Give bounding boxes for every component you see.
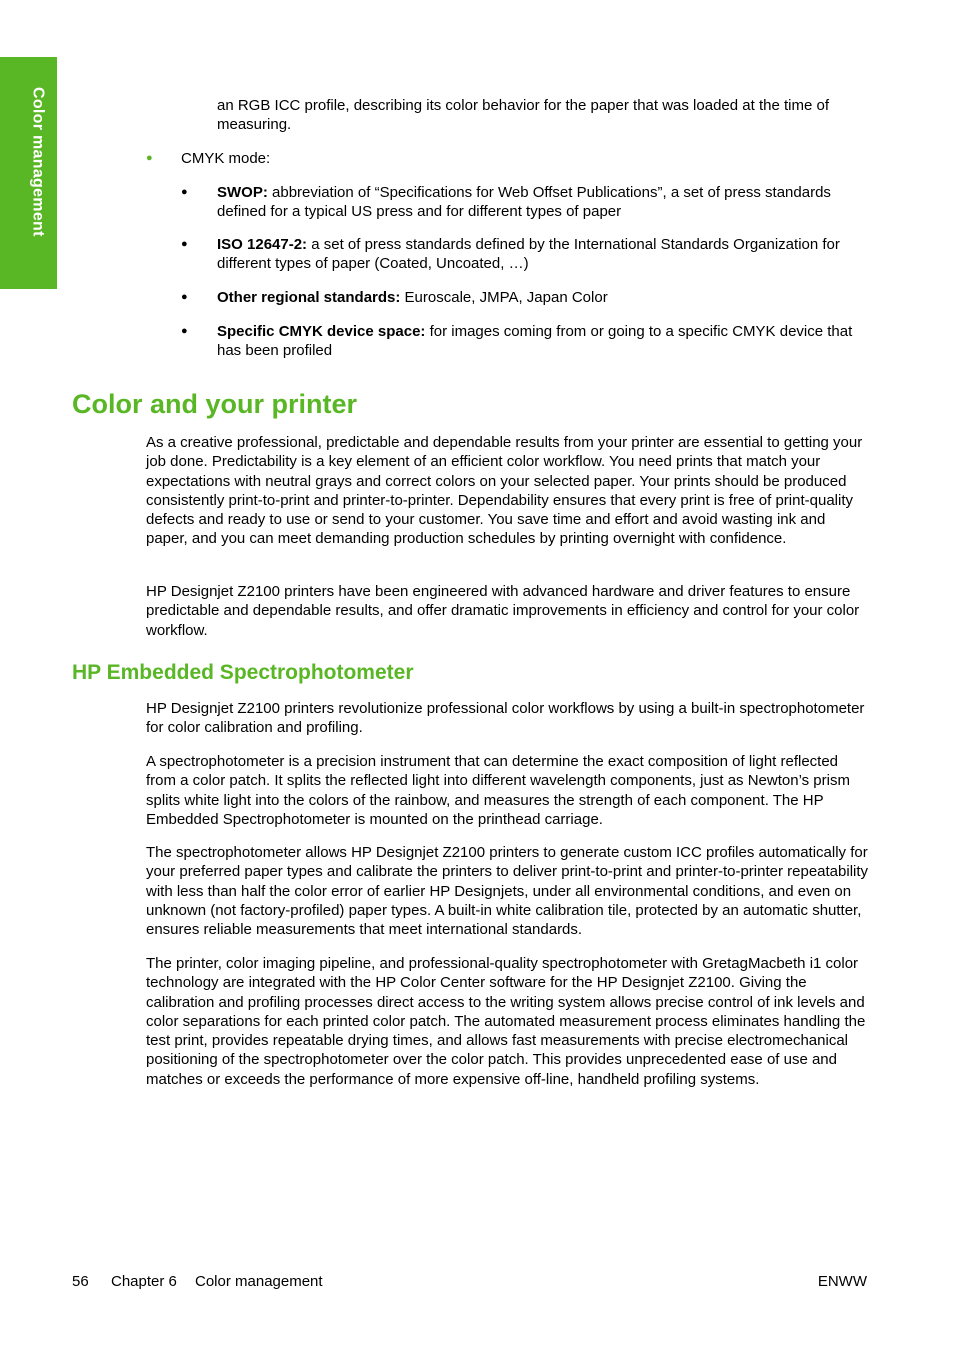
footer-chapter: Chapter 6 <box>111 1273 177 1290</box>
chapter-side-tab <box>0 57 57 289</box>
definition: Euroscale, JMPA, Japan Color <box>400 289 608 306</box>
continuation-text: an RGB ICC profile, describing its color behavior for the paper that was loaded at the time of measuring. <box>217 97 829 134</box>
paragraph: The spectrophotometer allows HP Designjet Z2100 printers to generate custom ICC profiles automatically for your preferred paper types and calibrate the printers to deliver print-to-print and printer-to-printer repeatability with less than half the color error of earlier HP Designjets, under all environmental conditions, and even on unknown (not factory-profiled) paper types. A built-in white calibration tile, protected by an automatic shutter, ensures reliable measurements that meet international standards. <box>146 844 869 939</box>
footer-edition: ENWW <box>817 1273 867 1290</box>
definition: for images coming from or going to a specific CMYK device that has been profiled <box>217 323 853 360</box>
paragraph: As a creative professional, predictable and dependable results from your printer are essential to getting your job done. Predictability is a key element of an efficient color workflow. You need prints that match your expectations with neutral grays and correct colors on your selected paper. Your prints should be produced consistently print-to-print and printer-to-printer. Dependability ensures that every print is free of print-quality defects and ready to use or send to your customer. You save time and effort and avoid wasting ink and paper, and you can meet demanding production schedules by printing overnight with confidence. <box>146 434 863 548</box>
bullet-icon: ● <box>181 186 188 198</box>
section-heading: Color and your printer <box>72 389 358 419</box>
paragraph: A spectrophotometer is a precision instrument that can determine the exact composition of light reflected from a color patch. It splits the reflected light into different wavelength components, just as Newton’s prism splits white light into the colors of the rainbow, and measures the strength of each component. The HP Embedded Spectrophotometer is mounted on the printhead carriage. <box>146 753 850 828</box>
paragraph: The printer, color imaging pipeline, and professional-quality spectrophotometer with GretagMacbeth i1 color technology are integrated with the HP Color Center software for the HP Designjet Z2100. Giving the calibration and profiling processes direct access to the writing system allows precise control of ink levels and color separations for each printed color patch. The automated measurement process eliminates handling the test print, provides repeatable drying times, and allows fast measurements with precise electromechanical positioning of the spectrophotometer over the color patch. This provides unprecedented ease of use and matches or exceeds the performance of more expensive off-line, handheld profiling systems. <box>146 955 866 1088</box>
bullet-icon: ● <box>146 152 153 164</box>
list-item-label: CMYK mode: <box>181 150 271 167</box>
chapter-side-tab-label: Color management <box>29 87 47 237</box>
term: Specific CMYK device space: <box>217 323 426 340</box>
bullet-icon: ● <box>181 291 188 303</box>
bullet-icon: ● <box>181 325 188 337</box>
footer-chapter-title: Color management <box>195 1273 323 1290</box>
definition: abbreviation of “Specifications for Web Offset Publications”, a set of press standards defined for a typical US press and for different types of paper <box>217 184 831 221</box>
term: SWOP: <box>217 184 268 201</box>
page-number: 56 <box>72 1273 89 1290</box>
bullet-icon: ● <box>181 238 188 250</box>
term: Other regional standards: <box>217 289 401 306</box>
term: ISO 12647-2: <box>217 236 308 253</box>
paragraph: HP Designjet Z2100 printers revolutionize professional color workflows by using a built-in spectrophotometer for color calibration and profiling. <box>146 700 865 737</box>
subsection-heading: HP Embedded Spectrophotometer <box>72 661 414 684</box>
definition: a set of press standards defined by the International Standards Organization for different types of paper (Coated, Uncoated, …) <box>217 236 840 273</box>
paragraph: HP Designjet Z2100 printers have been engineered with advanced hardware and driver features to ensure predictable and dependable results, and offer dramatic improvements in efficiency and control for your color workflow. <box>146 583 860 639</box>
